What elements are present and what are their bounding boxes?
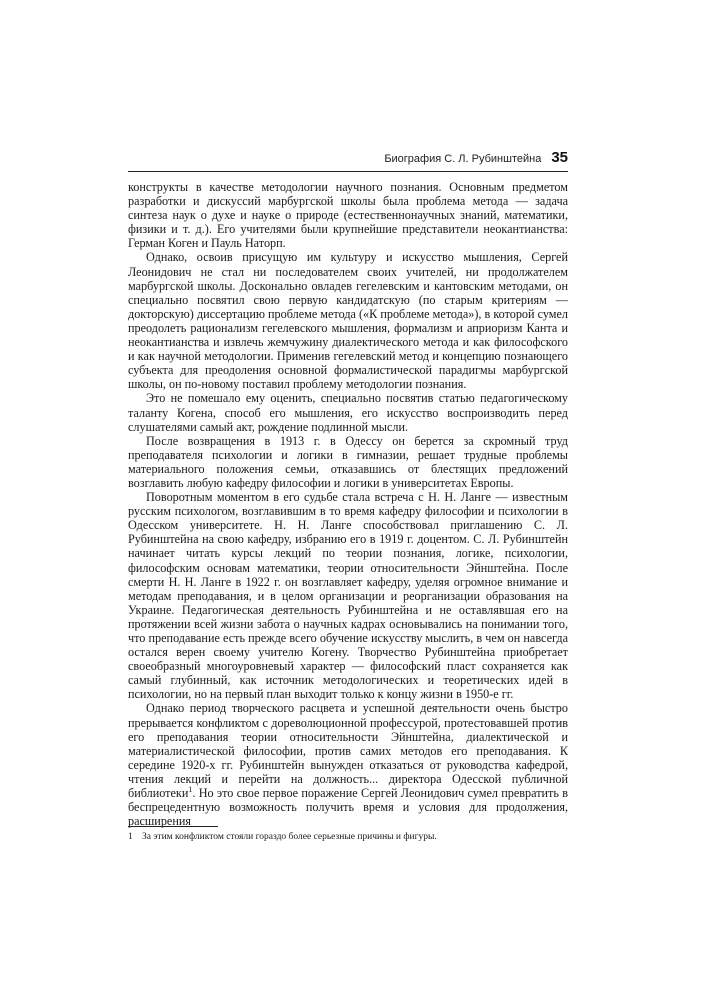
page-header [128,149,568,169]
paragraph: Однако период творческого расцвета и успешной деятельности очень быстро прерывается конфликтом с дореволюционной профессурой, протестовавшей против его преподавания теории относительности Эйнштейна, диалектической и материалистической философии, против самих методов его преподавания. К середине 1920-х гг. Рубинштейн вынужден отказаться от руководства кафедрой, чтения лекций и перейти на должность... директора Одесской публичной библиотеки$^1$. Но это свое первое поражение Сергей Леонидович сумел превратить в беспрецедентную возможность получить время и условия для продолжения, расширения [128,701,569,829]
header-rule [128,171,568,172]
footnote-text: За этим конфликтом стояли гораздо более серьезные причины и фигуры. [142,832,437,842]
running-title: Биография С. Л. Рубинштейна [384,153,542,165]
paragraph-text: Однако период творческого расцвета и успешной деятельности очень быстро прерывается конфликтом с дореволюционной профессурой, протестовавшей против его преподавания теории относительности Эйнштейна, диалектической и материалистической философии, против самих методов его преподавания. К середине 1920-х гг. Рубинштейн вынужден отказаться от руководства кафедрой, чтения лекций и перейти на должность... директора Одесской публичной библиотеки [128,701,568,801]
paragraph: Однако, освоив присущую им культуру и искусство мышления, Сергей Леонидович не стал ни последователем своих учителей, ни продолжателем марбургской школы. Досконально овладев гегелевским и кантовским методами, он специально посвятил свою первую кандидатскую (по старым критериям — докторскую) диссертацию проблеме метода («К проблеме метода»), в которой сумел преодолеть рационализм гегелевского мышления, формализм и априоризм Канта и неокантианства и извлечь жемчужину диалектического метода и как философского и как научной методологии. Применив гегелевский метод и концепцию познающего субъекта для преодоления основной формалистической парадигмы марбургской школы, он по-новому поставил проблему методологии познания. [128,250,568,392]
paragraph: Поворотным моментом в его судьбе стала встреча с Н. Н. Ланге — известным русским психологом, возглавившим в то время кафедру философии и психологии в Одесском университете. Н. Н. Ланге способствовал приглашению С. Л. Рубинштейна на свою кафедру, избранию его в 1919 г. доцентом. С. Л. Рубинштейн начинает читать курсы лекций по теории познания, логике, психологии, философским основам математики, теории относительности Эйнштейна. После смерти Н. Н. Ланге в 1922 г. он возглавляет кафедру, уделяя огромное внимание и методам преподавания, и в целом организации и реорганизации образования на Украине. Педагогическая деятельность Рубинштейна и не оставлявшая его на протяжении всей жизни забота о научных кадрах основывались на понимании того, что преподавание есть прежде всего обучение искусству мыслить, в чем он навсегда остался верен своему учителю Когену. Творчество Рубинштейна приобретает своеобразный многоуровневый характер — философский пласт сохраняется как самый глубинный, как источник методологических и теоретических идей в психологии, но на первый план выходит только к концу жизни в 1950-е гг. [128,490,568,702]
paragraph: После возвращения в 1913 г. в Одессу он берется за скромный труд преподавателя психологии и логики в гимназии, решает трудные проблемы материального положения семьи, отказавшись от блестящих предложений возглавить любую кафедру философии и логики в университетах Европы. [128,433,568,490]
body-text [128,180,568,828]
paragraph: конструкты в качестве методологии научного познания. Основным предметом разработки и дискуссий марбургской школы была проблема метода — задача синтеза наук о духе и науке о природе (естественнонаучных знаний, математики, физики и т. д.). Его учителями были крупнейшие представители неокантианства: Герман Коген и Пауль Наторп. [128,180,568,251]
page-number: 35 [551,149,568,166]
footnote-reference[interactable]: 1 [188,784,193,794]
footnote [128,831,568,843]
footnote-mark: 1 [128,832,133,842]
footnote-rule [128,826,218,827]
paragraph-text: Но это свое первое поражение Сергей Леонидович сумел превратить в беспрецедентную возможность получить время и условия для продолжения, расширения [128,786,569,829]
paragraph: Это не помешало ему оценить, специально посвятив статью педагогическому таланту Когена, способ его мышления, его искусство воспроизводить перед слушателями самый акт, рождение подлинной мысли. [128,391,568,434]
